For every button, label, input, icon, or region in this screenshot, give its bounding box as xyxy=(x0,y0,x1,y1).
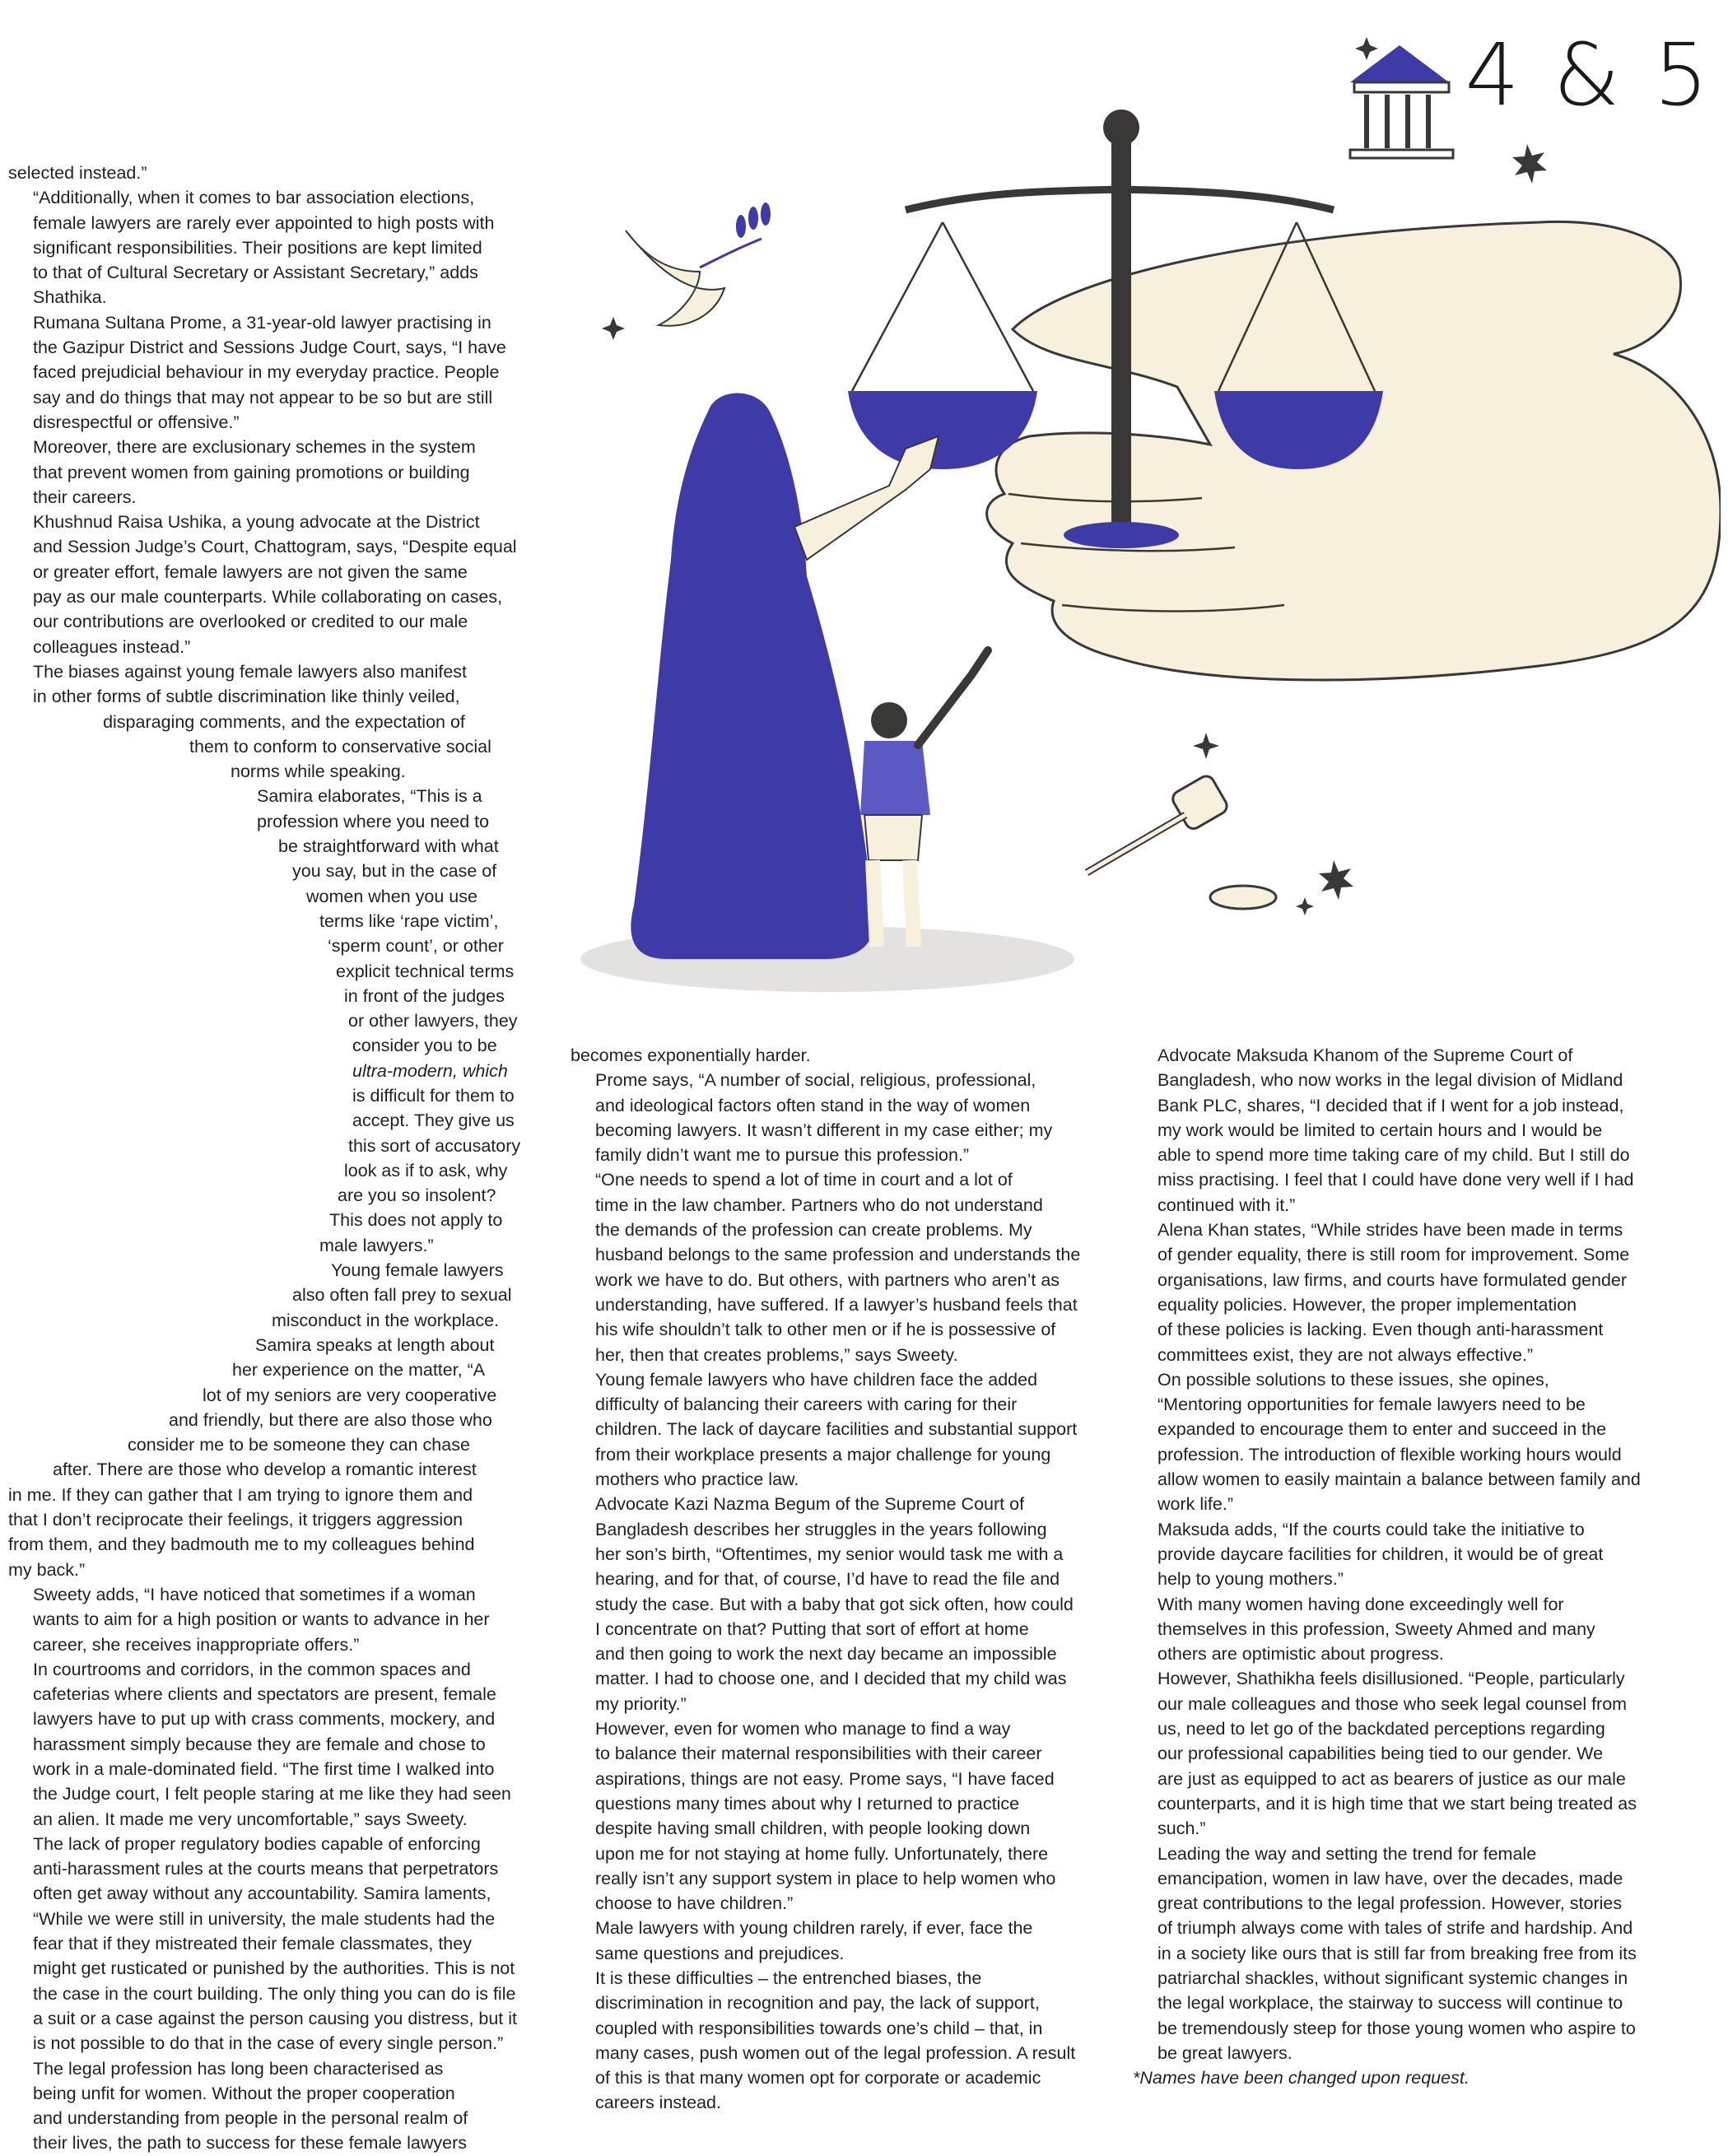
dove-icon xyxy=(626,203,771,326)
paragraph: The lack of proper regulatory bodies capable of enforcing anti-harassment rules at the courts means that perpetrators often get away without any accountability. Samira laments, “While we were still in university, the male students had the fear that if they mistreated their female classmates, they might get rusticated or punished by the authorities. This is not the case in the court building. The only thing you can do is file a suit or a case against the person causing you distress, but it is not possible to do that in the case of every single person.” xyxy=(33,1833,517,2054)
paragraph: Khushnud Raisa Ushika, a young advocate at the District and Session Judge’s Court, Chattogram, says, “Despite equal or greater effort, female lawyers are not given the same pay as our male counterparts. While collaborating on cases, our contributions are overlooked or credited to our male colleagues instead.” xyxy=(33,512,517,657)
paragraph: Maksuda adds, “If the courts could take the initiative to provide daycare facilities for children, it would be of great help to young mothers.” xyxy=(1157,1519,1604,1590)
column-1 xyxy=(8,161,535,2156)
scales-base xyxy=(1064,522,1179,548)
paragraph: However, Shathikha feels disillusioned. “People, particularly our male colleagues and those who seek legal counsel from us, need to let go of the backdated perceptions regarding our professional capabilities being tied to our gender. We are just as equipped to act as bearers of justice as our male counterparts, and it is high time that we start being treated as such.” xyxy=(1157,1669,1637,1839)
court-building-icon xyxy=(1350,45,1453,158)
paragraph: “Additionally, when it comes to bar association elections, female lawyers are rarely ever appointed to high posts with significant responsibilities. Their positions are kept limited to that of Cultural Secretary or Assistant Secretary,” adds Shathika. xyxy=(33,188,495,308)
paragraph: Leading the way and setting the trend for female emancipation, women in law have, over the decades, made great contributions to the legal profession. However, stories of triumph always come with tales of strife and hardship. And in a society like ours that is still far from breaking free from its patriarchal shackles, without significant systemic changes in the legal workplace, the stairway to success will continue to be tremendously steep for those young women who aspire to be great lawyers. xyxy=(1157,1843,1637,2063)
paragraph: However, even for women who manage to find a way to balance their maternal responsibilities with their career aspirations, things are not easy. Prome says, “I have faced questions many times about why I returned to practice despite having small children, with people looking down upon me for not staying at home fully. Unfortunately, there really isn’t any support system in place to help women who choose to have children.” xyxy=(595,1719,1056,1914)
paragraph: In courtrooms and corridors, in the common spaces and cafeterias where clients and spectators are present, female lawyers have to put up with crass comments, mockery, and harassment simply because they are female and chose to work in a male-dominated field. “The first time I walked into the Judge court, I felt people staring at me like they had seen an alien. It made me very uncomfortable,” says Sweety. xyxy=(33,1659,511,1829)
paragraph: Advocate Kazi Nazma Begum of the Supreme Court of Bangladesh describes her struggles in the years following her son’s birth, “Oftentimes, my senior would task me with a hearing, and for that, of course, I’d have to read the file and study the case. But with a baby that got sick often, how could I concentrate on that? Putting that sort of effort at home and then going to work the next day became an impossible matter. I had to choose one, and I decided that my child was my priority.” xyxy=(595,1494,1074,1714)
paragraph: Moreover, there are exclusionary schemes in the system that prevent women from gaining promotions or building their careers. xyxy=(33,437,476,507)
justice-illustration xyxy=(568,25,1721,1004)
paragraph: The biases against young female lawyers also manifest in other forms of subtle discrimination like thinly veiled, disparaging comments, and the expectation of them to conform to conservative social norms while speaking. xyxy=(33,661,491,782)
editor-note: *Names have been changed upon request. xyxy=(1133,2068,1469,2088)
paragraph: Samira elaborates, “This is a profession where you need to be straightforward with what you say, but in the case of women when you use terms like ‘rape victim’, ‘sperm count’, or other explicit technical terms in front of the judges or other lawyers, they consider you to be ultra-modern, which is difficult for them to accept. They give us this sort of accusatory look as if to ask, why are you so insolent? This does not apply to male lawyers.” xyxy=(257,786,521,1255)
paragraph: Sweety adds, “I have noticed that sometimes if a woman wants to aim for a high position or wants to advance in her career, she receives inappropriate offers.” xyxy=(33,1584,490,1655)
paragraph: Young female lawyers also often fall prey to sexual misconduct in the workplace. Samira speaks at length about her experience on the matter, “A lot of my seniors are very cooperative and friendly, but there are also those who consider me to be someone they can chase after. There are those who develop a romantic interest in me. If they can gather that I am trying to ignore them and that I don’t reciprocate their feelings, it triggers aggression from them, and they badmouth me to my colleagues behind my back.” xyxy=(8,1260,512,1580)
paragraph: Young female lawyers who have children face the added difficulty of balancing their careers with caring for their children. The lack of daycare facilities and substantial support from their workplace presents a major challenge for young mothers who practice law. xyxy=(595,1369,1078,1490)
paragraph: “One needs to spend a lot of time in court and a lot of time in the law chamber. Partners who do not understand the demands of the profession can create problems. My husband belongs to the same profession and understands the work we have to do. But others, with partners who aren’t as understanding, have suffered. If a lawyer’s husband feels that his wife shouldn’t talk to other men or if he is possessive of her, then that creates problems,” says Sweety. xyxy=(595,1170,1081,1365)
paragraph: With many women having done exceedingly well for themselves in this profession, Sweety Ahmed and many others are optimistic about progress. xyxy=(1157,1594,1595,1665)
gavel-icon xyxy=(1087,773,1276,909)
paragraph: Male lawyers with young children rarely, if ever, face the same questions and prejudices. xyxy=(595,1918,1033,1963)
column-3 xyxy=(1133,1043,1668,2090)
paragraph: Alena Khan states, “While strides have been made in terms of gender equality, there is still room for improvement. Some organisations, law firms, and courts have formulated gender equality policies. However, the proper implementation of these policies is lacking. Even though anti-harassment committees exist, they are not always effective.” xyxy=(1157,1220,1630,1365)
paragraph: The legal profession has long been characterised as being unfit for women. Without the proper cooperation and understanding from people in the personal realm of their lives, the path to success for these female lawyers xyxy=(33,2058,468,2154)
column-2 xyxy=(571,1043,1106,2116)
paragraph: Prome says, “A number of social, religious, professional, and ideological factors often stand in the way of women becoming lawyers. It wasn’t different in my case either; my family didn’t want me to pursue this profession.” xyxy=(595,1070,1053,1166)
paragraph: Rumana Sultana Prome, a 31-year-old lawyer practising in the Gazipur District and Sessions Judge Court, says, “I have faced prejudicial behaviour in my everyday practice. People say and do things that may not appear to be so but are still disrespectful or offensive.” xyxy=(33,312,506,432)
child-figure-icon xyxy=(860,650,988,947)
paragraph: becomes exponentially harder. xyxy=(571,1045,811,1065)
page-number: 4 & 5 xyxy=(1465,25,1712,125)
paragraph: It is these difficulties – the entrenched biases, the discrimination in recognition and pay, the lack of support, coupled with responsibilities towards one’s child – that, in many cases, push women out of the legal profession. A result of this is that many women opt for corporate or academic careers instead. xyxy=(595,1967,1076,2113)
paragraph: Advocate Maksuda Khanom of the Supreme Court of Bangladesh, who now works in the legal division of Midland Bank PLC, shares, “I decided that if I went for a job instead, my work would be limited to certain hours and I would be able to spend more time taking care of my child. But I still do miss practising. I feel that I could have done very well if I had continued with it.” xyxy=(1157,1045,1634,1215)
paragraph: On possible solutions to these issues, she opines, “Mentoring opportunities for female lawyers need to be expanded to encourage them to enter and succeed in the profession. The introduction of flexible working hours would allow women to easily maintain a balance between family and work life.” xyxy=(1157,1369,1641,1515)
woman-figure-icon xyxy=(631,393,939,960)
paragraph: selected instead.” xyxy=(8,163,147,183)
